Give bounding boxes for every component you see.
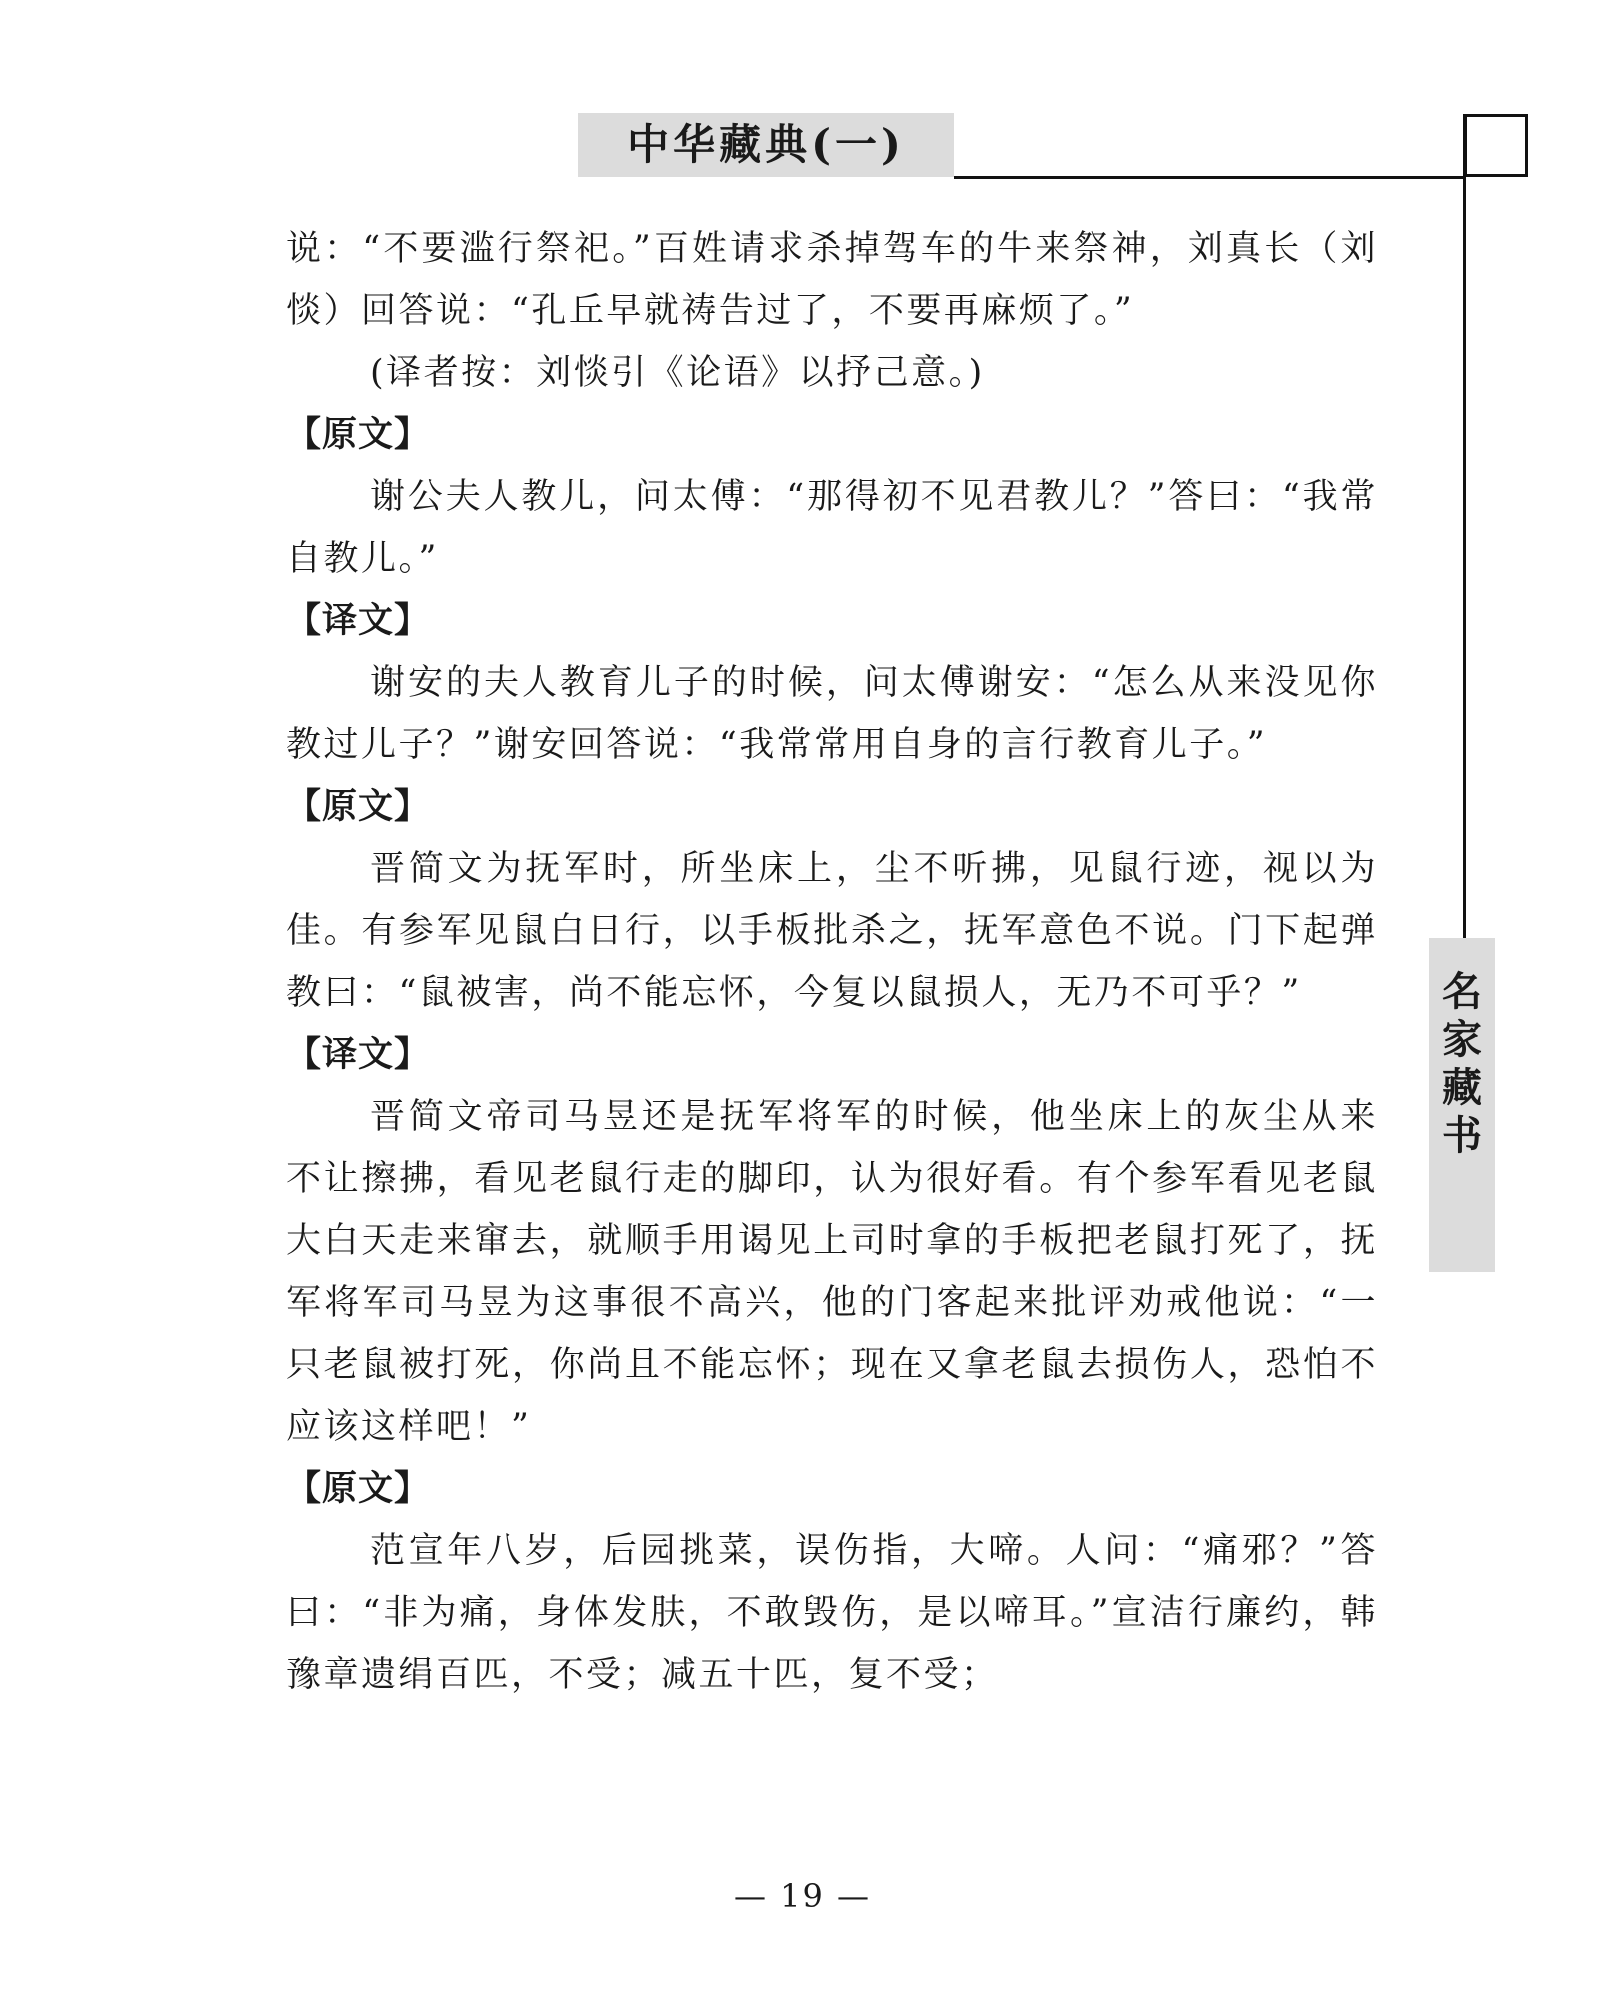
running-header-title: 中华藏典(一) [578, 113, 954, 177]
paragraph: 范宣年八岁，后园挑菜，误伤指，大啼。人问：“痛邪？”答曰：“非为痛，身体发肤，不敢毁伤，是以啼耳。”宣洁行廉约，韩豫章遗绢百匹，不受；减五十匹，复不受； [286, 1531, 1378, 1695]
section-label-translation: 【译文】 [286, 601, 431, 641]
paragraph: 谢公夫人教儿，问太傅：“那得初不见君教儿？”答曰：“我常自教儿。” [286, 477, 1378, 579]
section-label-original: 【原文】 [286, 1469, 431, 1509]
translator-note: (译者按：刘惔引《论语》以抒己意。) [370, 353, 985, 393]
page-number: — 19 — [733, 1877, 872, 1915]
paragraph: 说：“不要滥行祭祀。”百姓请求杀掉驾车的牛来祭神，刘真长（刘惔）回答说：“孔丘早就祷告过了，不要再麻烦了。” [286, 229, 1378, 331]
section-label-original: 【原文】 [286, 415, 431, 455]
header-rule [954, 176, 1464, 179]
side-tab [1429, 938, 1495, 1272]
paragraph: 谢安的夫人教育儿子的时候，问太傅谢安：“怎么从来没见你教过儿子？”谢安回答说：“我常常用自身的言行教育儿子。” [286, 663, 1378, 765]
paragraph: 晋简文帝司马昱还是抚军将军的时候，他坐床上的灰尘从来不让擦拂，看见老鼠行走的脚印，认为很好看。有个参军看见老鼠大白天走来窜去，就顺手用谒见上司时拿的手板把老鼠打死了，抚军将军司马昱为这事很不高兴，他的门客起来批评劝戒他说：“一只老鼠被打死，你尚且不能忘怀；现在又拿老鼠去损伤人，恐怕不应该这样吧！” [286, 1097, 1378, 1447]
side-tab-label: 名家藏书 [1442, 968, 1482, 1159]
corner-box [1464, 114, 1528, 177]
vertical-rule [1463, 114, 1466, 938]
section-label-translation: 【译文】 [286, 1035, 431, 1075]
section-label-original: 【原文】 [286, 787, 431, 827]
page-body [286, 218, 1378, 1706]
paragraph: 晋简文为抚军时，所坐床上，尘不听拂，见鼠行迹，视以为佳。有参军见鼠白日行，以手板批杀之，抚军意色不说。门下起弹教曰：“鼠被害，尚不能忘怀，今复以鼠损人，无乃不可乎？” [286, 849, 1378, 1013]
